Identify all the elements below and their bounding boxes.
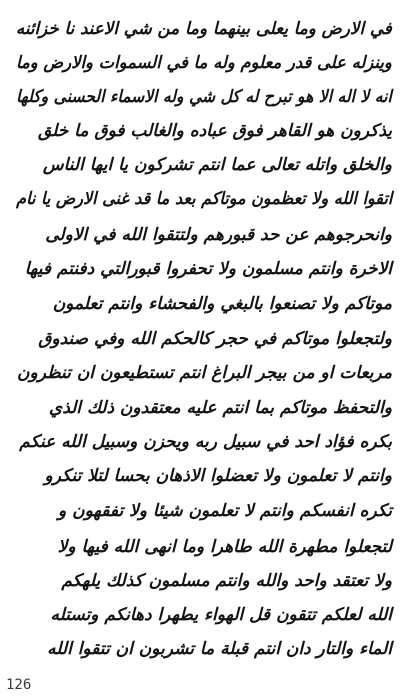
manuscript-line-8: الاخرة وانتم مسلمون ولا تحفروا قبورالتي دفنتم فيها xyxy=(24,259,392,279)
manuscript-line-10: ولتجعلوا موتاكم في حجر كالحكم الله وفي صندوق xyxy=(38,329,392,349)
manuscript-line-9: موتاكم ولا تصنعوا بالبغي والفحشاء وانتم تعلمون xyxy=(52,294,392,314)
manuscript-line-17: ولا تعتقد واحد والله وانتم مسلمون كذلك يلهكم xyxy=(61,571,392,591)
manuscript-line-5: والخلق واتله تعالى عما انتم تشركون يا ايها الناس xyxy=(42,155,392,175)
manuscript-line-6: اتقوا الله ولا تعظمون موتاكم بعد ما قد غنى الارض يا نام xyxy=(15,189,392,209)
manuscript-line-19: الماء والتار دان انتم قبلة ما تشربون ان تتقوا الله xyxy=(47,639,392,659)
manuscript-line-14: وانتم لا تعلمون ولا تعضلوا الاذهان بحسا لتلا تنكرو xyxy=(44,466,392,486)
page-number: 126 xyxy=(6,677,32,693)
manuscript-line-15: تكره انفسكم وانتم لا تعلمون شيئا ولا تفقهون و xyxy=(58,501,392,521)
manuscript-line-1: في الارض وما يعلى بينهما وما من شي الاعند نا خزائنه xyxy=(16,19,392,39)
manuscript-text-block xyxy=(16,10,392,675)
manuscript-line-7: وانحرجوهم عن حد قبورهم ولتتقوا الله في الاولى xyxy=(45,225,392,245)
manuscript-line-12: والتحفظ موتاكم بما انتم عليه معتقدون ذلك الذي xyxy=(48,398,392,418)
manuscript-line-18: الله لعلكم تتقون قل الهواء يطهرا دهانكم وتستله xyxy=(50,605,392,625)
manuscript-line-11: مربعات او من بيجر البراغ انتم تستطيعون ان تنظرون xyxy=(17,363,392,383)
manuscript-line-13: بكره فؤاد احد في سبيل ربه ويحزن وسبيل الله عنكم xyxy=(19,432,392,452)
manuscript-line-4: يذكرون هو القاهر فوق عباده والغالب فوق ما خلق xyxy=(37,121,392,141)
manuscript-line-3: انه لا اله الا هو تبرح له كل شي وله الاسماء الحسنى وكلها xyxy=(16,87,392,107)
manuscript-line-16: لتجعلوا مطهرة الله طاهرا وما انهى الله فيها ولا xyxy=(57,537,392,557)
manuscript-line-2: وينزله على قدر معلوم وله ما في السموات والارض وما xyxy=(16,53,392,73)
